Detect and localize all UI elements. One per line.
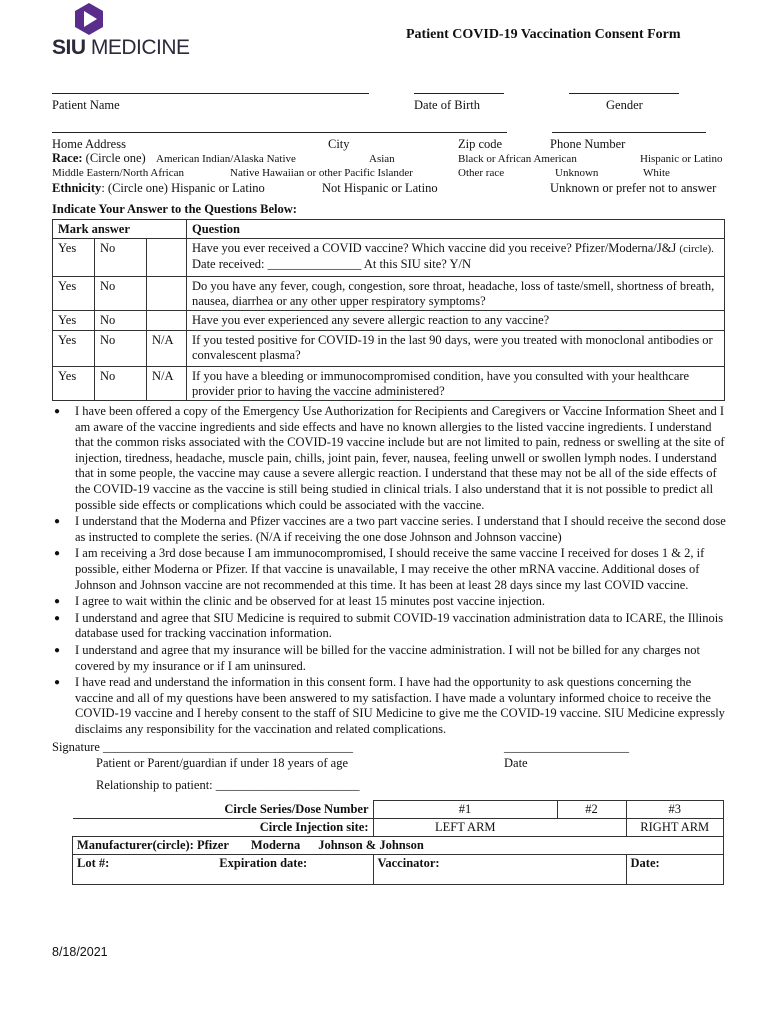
mark-answer-header: Mark answer (53, 220, 187, 239)
bullet-icon: ● (54, 677, 61, 689)
bullet-icon: ● (54, 612, 61, 624)
date-field[interactable]: ____________________ (504, 740, 629, 754)
list-item: ● I have read and understand the information in this consent form. I have had the opportunity to ask questions concerning the vaccine and all of my questions have been answered to my satisfaction. I have made a voluntary informed choice to receive the COVID-19 vaccine and I hereby consent to the staff of SIU Medicine to give me the COVID-19 vaccine. SIU Medicine expressly disclaims any responsibility for the vaccination and related complications. (54, 675, 725, 736)
answer-empty (147, 311, 187, 331)
siu-logo-icon (72, 2, 106, 36)
answer-no[interactable]: No (95, 367, 147, 401)
answer-yes[interactable]: Yes (53, 367, 95, 401)
answer-yes[interactable]: Yes (53, 239, 95, 277)
dob-label: Date of Birth (414, 98, 480, 112)
answer-no[interactable]: No (95, 239, 147, 277)
manufacturer-jj[interactable]: Johnson & Johnson (318, 838, 424, 852)
relationship-field[interactable]: Relationship to patient: _______________________ (96, 778, 360, 792)
lot-cell[interactable]: Lot #: Expiration date: (73, 855, 374, 885)
phone-line[interactable] (552, 132, 706, 133)
zip-label: Zip code (458, 137, 503, 151)
gender-label: Gender (606, 98, 643, 112)
dob-line[interactable] (414, 93, 504, 94)
form-title: Patient COVID-19 Vaccination Consent Form (406, 27, 681, 42)
list-item: ● I understand and agree that SIU Medicine is required to submit COVID-19 vaccination administration data to ICARE, the Illinois database used for tracking vaccination information. (54, 610, 724, 641)
list-item: ● I understand and agree that my insurance will be billed for the vaccine administration. I will not be billed for any charges not covered by my insurance or if I am uninsured. (54, 642, 700, 673)
answer-na[interactable]: N/A (147, 331, 187, 367)
site-empty (557, 819, 626, 837)
signature-sublabel: Patient or Parent/guardian if under 18 years of age (96, 756, 348, 770)
answer-yes[interactable]: Yes (53, 277, 95, 311)
race-instruction: (Circle one) (85, 151, 146, 165)
question-text: Have you ever experienced any severe allergic reaction to any vaccine? (187, 311, 725, 331)
answer-na[interactable]: N/A (147, 367, 187, 401)
series-label: Circle Series/Dose Number (73, 801, 374, 819)
gender-line[interactable] (569, 93, 679, 94)
question-text: If you have a bleeding or immunocompromised condition, have you consulted with your healthcare provider prior to having the vaccine administered? (187, 367, 725, 401)
race-option[interactable]: Native Hawaiian or other Pacific Islander (230, 167, 413, 179)
answer-no[interactable]: No (95, 277, 147, 311)
answer-no[interactable]: No (95, 311, 147, 331)
question-text: If you tested positive for COVID-19 in the last 90 days, were you treated with monoclonal antibodies or convalescent plasma? (187, 331, 725, 367)
city-label: City (328, 137, 350, 151)
vaccinator-cell[interactable]: Vaccinator: (373, 855, 626, 885)
table-row (53, 311, 725, 331)
table-row (53, 367, 725, 401)
list-item: ● I have been offered a copy of the Emergency Use Authorization for Recipients and Caregivers or Vaccine Information Sheet and I am aware of the vaccine ingredients and side effects and have no known allergies to the listed vaccine ingredients. I understand that the common risks associated with the COVID-19 vaccine include but are not limited to pain, redness or swelling at the site of injection, tiredness, headache, muscle pain, chills, joint pain, fever, nausea, feeling unwell or swollen lymph nodes. I understand that in some people, the vaccine may cause a severe allergic reaction. I understand that these may not be all of the side effects of the COVID-19 vaccine as the vaccine is still being studied in clinical trials. I also understand that it is not possible to predict all possible side effects or complications which could be associated with the vaccine. (54, 404, 725, 512)
dose-1[interactable]: #1 (373, 801, 557, 819)
site-label: Circle Injection site: (73, 819, 374, 837)
answer-empty (147, 239, 187, 277)
race-option[interactable]: Hispanic or Latino (640, 153, 723, 165)
ethnicity-option-not-hispanic[interactable]: Not Hispanic or Latino (322, 181, 438, 195)
race-option[interactable]: White (643, 167, 670, 179)
dose-3[interactable]: #3 (626, 801, 724, 819)
bullet-icon: ● (54, 548, 61, 560)
questions-table (52, 219, 725, 401)
list-item: ● I understand that the Moderna and Pfizer vaccines are a two part vaccine series. I understand that I should receive the second dose as instructed to complete the series. (N/A if receiving the one dose Johnson and Johnson vaccine) (54, 514, 726, 544)
home-address-label: Home Address (52, 137, 126, 151)
list-item: ● I am receiving a 3rd dose because I am immunocompromised, I should receive the same vaccine I received for doses 1 & 2, if possible, either Moderna or Pfizer. If that vaccine is unavailable, I may receive the other mRNA vaccine. Additional doses of Johnson and Johnson vaccine are not recommended at this time. It has been at least 28 days since my last COVID vaccine. (54, 546, 705, 592)
question-text: Have you ever received a COVID vaccine? Which vaccine did you receive? Pfizer/Moderna/J&J (circle). Date received: _______________ At this SIU site? Y/N (187, 239, 725, 277)
admin-date-cell[interactable]: Date: (626, 855, 724, 885)
race-option[interactable]: Asian (369, 153, 395, 165)
ethnicity-option-unknown[interactable]: Unknown or prefer not to answer (550, 181, 717, 195)
manufacturer-pfizer[interactable]: Manufacturer(circle): Pfizer (77, 838, 229, 852)
expiration-label: Expiration date: (219, 856, 308, 870)
bullet-icon: ● (54, 644, 61, 656)
answer-yes[interactable]: Yes (53, 311, 95, 331)
answer-empty (147, 277, 187, 311)
question-text: Do you have any fever, cough, congestion, sore throat, headache, loss of taste/smell, shortness of breath, nausea, diarrhea or any other upper respiratory symptoms? (187, 277, 725, 311)
left-arm-option[interactable]: LEFT ARM (373, 819, 557, 837)
bullet-icon: ● (54, 406, 61, 417)
form-revision-date: 8/18/2021 (52, 945, 108, 959)
siu-medicine-logo: SIU MEDICINE (52, 36, 190, 59)
answer-yes[interactable]: Yes (53, 331, 95, 367)
manufacturer-moderna[interactable]: Moderna (250, 838, 301, 852)
race-option[interactable]: Middle Eastern/North African (52, 167, 184, 179)
bullet-icon: ● (54, 596, 61, 608)
table-row (53, 239, 725, 277)
list-item: ● I agree to wait within the clinic and be observed for at least 15 minutes post vaccine injection. (54, 594, 545, 609)
patient-name-line[interactable] (52, 93, 369, 94)
manufacturer-row (73, 837, 724, 855)
address-line[interactable] (52, 132, 507, 133)
dose-2[interactable]: #2 (557, 801, 626, 819)
race-option[interactable]: Unknown (555, 167, 599, 179)
ethnicity-row (52, 181, 265, 196)
race-option[interactable]: Black or African American (458, 153, 577, 165)
consent-statements (52, 404, 728, 738)
ethnicity-label: Ethnicity (52, 181, 102, 195)
questions-heading: Indicate Your Answer to the Questions Below: (52, 202, 297, 216)
race-row (52, 151, 146, 166)
table-row (53, 331, 725, 367)
vaccine-admin-table (72, 800, 724, 885)
question-header: Question (187, 220, 725, 239)
race-option[interactable]: American Indian/Alaska Native (156, 153, 296, 165)
bullet-icon: ● (54, 516, 61, 528)
table-row (53, 277, 725, 311)
phone-label: Phone Number (550, 137, 626, 151)
answer-no[interactable]: No (95, 331, 147, 367)
signature-field[interactable]: Signature ________________________________________ (52, 740, 354, 754)
ethnicity-option-hispanic[interactable]: : (Circle one) Hispanic or Latino (101, 181, 265, 195)
race-option[interactable]: Other race (458, 167, 505, 179)
date-label: Date (504, 756, 528, 770)
patient-name-label: Patient Name (52, 98, 120, 112)
right-arm-option[interactable]: RIGHT ARM (626, 819, 724, 837)
race-label: Race: (52, 151, 83, 165)
